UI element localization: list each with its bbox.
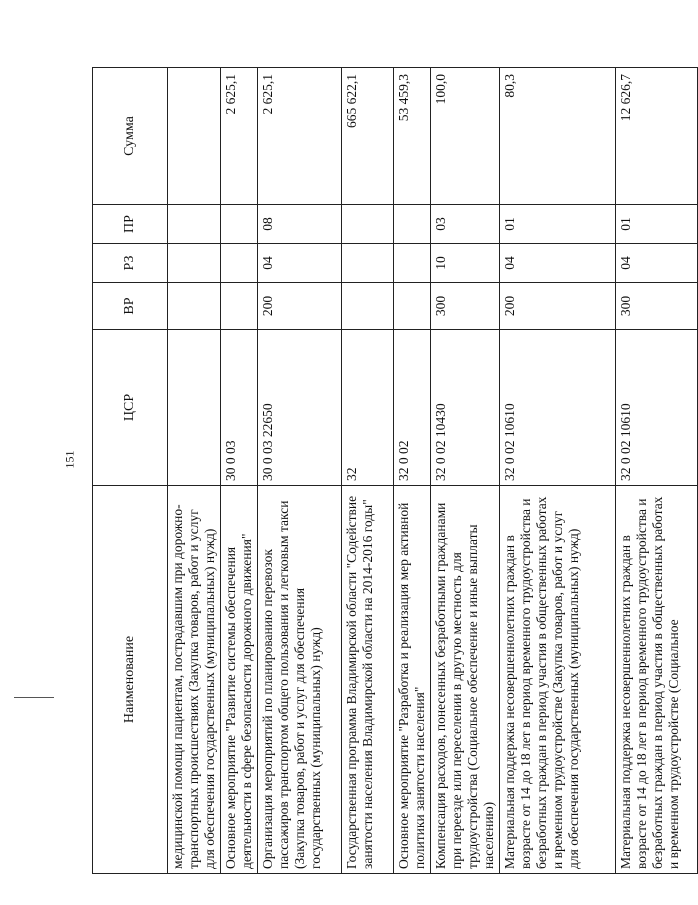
table-row bbox=[500, 68, 616, 874]
cell-rz bbox=[168, 244, 221, 283]
cell-vr bbox=[221, 283, 258, 330]
cell-pr bbox=[168, 205, 221, 244]
cell-pr bbox=[221, 205, 258, 244]
cell-vr: 200 bbox=[500, 283, 616, 330]
cell-vr bbox=[394, 283, 431, 330]
cell-vr: 300 bbox=[616, 283, 698, 330]
cell-csr: 32 0 02 10610 bbox=[616, 330, 698, 486]
cell-sum: 100,0 bbox=[431, 68, 500, 205]
cell-name: Государственная программа Владимирской области "Содействие занятости населения Владимирской области на 2014-2016 годы" bbox=[342, 486, 394, 874]
cell-pr bbox=[342, 205, 394, 244]
cell-rz: 04 bbox=[616, 244, 698, 283]
budget-table bbox=[92, 67, 698, 874]
cell-rz bbox=[221, 244, 258, 283]
cell-vr bbox=[168, 283, 221, 330]
margin-mark bbox=[14, 697, 54, 698]
cell-sum: 80,3 bbox=[500, 68, 616, 205]
cell-name: Материальная поддержка несовершеннолетних граждан в возрасте от 14 до 18 лет в период временного трудоустройства и безработных граждан в период участия в общественных работах и временном трудоустройстве (Социальное bbox=[616, 486, 698, 874]
table-row bbox=[221, 68, 258, 874]
header-rz: РЗ bbox=[93, 244, 168, 283]
cell-rz bbox=[394, 244, 431, 283]
cell-csr: 32 0 02 10430 bbox=[431, 330, 500, 486]
table-row bbox=[258, 68, 342, 874]
cell-csr: 32 bbox=[342, 330, 394, 486]
cell-sum: 665 622,1 bbox=[342, 68, 394, 205]
cell-name: Основное мероприятие "Развитие системы обеспечения деятельности в сфере безопасности дорожного движения" bbox=[221, 486, 258, 874]
cell-sum: 2 625,1 bbox=[221, 68, 258, 205]
cell-name: Основное мероприятие "Разработка и реализация мер активной политики занятости населения" bbox=[394, 486, 431, 874]
cell-pr bbox=[394, 205, 431, 244]
rotated-page bbox=[92, 68, 681, 874]
header-row bbox=[93, 68, 168, 874]
cell-csr: 30 0 03 22650 bbox=[258, 330, 342, 486]
cell-pr: 08 bbox=[258, 205, 342, 244]
cell-csr bbox=[168, 330, 221, 486]
cell-sum bbox=[168, 68, 221, 205]
table-row bbox=[431, 68, 500, 874]
header-csr: ЦСР bbox=[93, 330, 168, 486]
cell-rz bbox=[342, 244, 394, 283]
cell-sum: 53 459,3 bbox=[394, 68, 431, 205]
header-sum: Сумма bbox=[93, 68, 168, 205]
table-row bbox=[394, 68, 431, 874]
header-pr: ПР bbox=[93, 205, 168, 244]
cell-sum: 2 625,1 bbox=[258, 68, 342, 205]
cell-vr bbox=[342, 283, 394, 330]
cell-rz: 04 bbox=[500, 244, 616, 283]
cell-vr: 200 bbox=[258, 283, 342, 330]
cell-rz: 10 bbox=[431, 244, 500, 283]
cell-vr: 300 bbox=[431, 283, 500, 330]
table-row bbox=[616, 68, 698, 874]
cell-rz: 04 bbox=[258, 244, 342, 283]
header-vr: ВР bbox=[93, 283, 168, 330]
table-row bbox=[168, 68, 221, 874]
cell-csr: 32 0 02 10610 bbox=[500, 330, 616, 486]
cell-name: Материальная поддержка несовершеннолетних граждан в возрасте от 14 до 18 лет в период временного трудоустройства и безработных граждан в период участия в общественных работах и временном трудоустройстве (Закупка товаров, работ и услуг для обеспечения государственных (муниципальных) нужд) bbox=[500, 486, 616, 874]
header-name: Наименование bbox=[93, 486, 168, 874]
table-row bbox=[342, 68, 394, 874]
cell-csr: 32 0 02 bbox=[394, 330, 431, 486]
cell-pr: 01 bbox=[616, 205, 698, 244]
cell-csr: 30 0 03 bbox=[221, 330, 258, 486]
cell-sum: 12 626,7 bbox=[616, 68, 698, 205]
cell-name: Организация мероприятий по планированию перевозок пассажиров транспортом общего пользования и легковым такси (Закупка товаров, работ и услуг для обеспечения государственных (муниципальных) нужд) bbox=[258, 486, 342, 874]
page-number: 151 bbox=[62, 450, 77, 469]
cell-name: Компенсация расходов, понесенных безработными гражданами при переезде или переселении в другую местность для трудоустройства (Социальное обеспечение и иные выплаты населению) bbox=[431, 486, 500, 874]
cell-name: медицинской помощи пациентам, пострадавшим при дорожно-транспортных происшествиях (Закупка товаров, работ и услуг для обеспечения государственных (муниципальных) нужд) bbox=[168, 486, 221, 874]
cell-pr: 03 bbox=[431, 205, 500, 244]
cell-pr: 01 bbox=[500, 205, 616, 244]
